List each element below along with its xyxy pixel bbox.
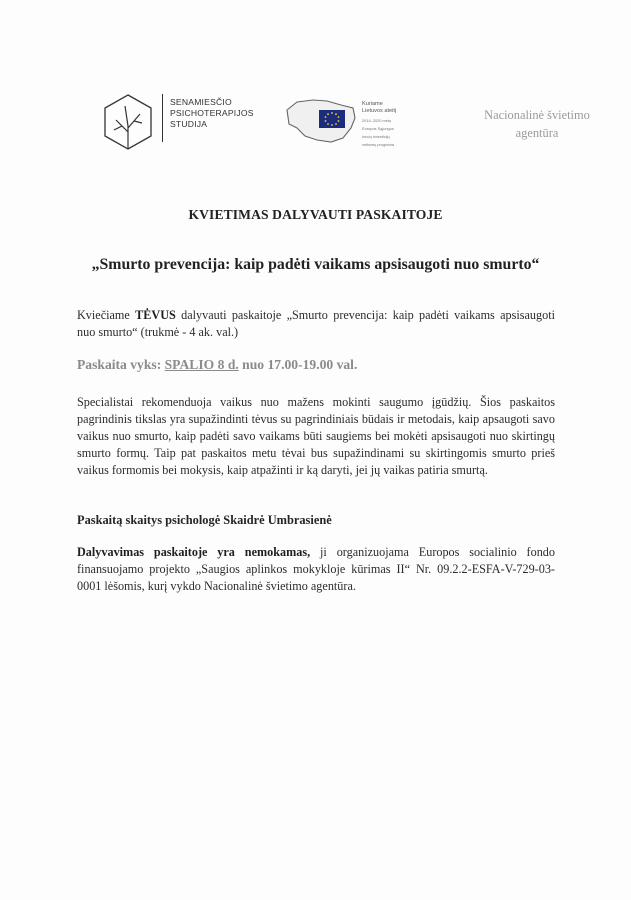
eu-logo-program: veiksmų programa xyxy=(362,141,395,147)
lecturer-line: Paskaitą skaitys psichologė Skaidrė Umbrasienė xyxy=(77,513,332,527)
schedule-label: Paskaita vyks: xyxy=(77,357,165,372)
eu-logo-program: fondų investicijų xyxy=(362,133,390,139)
tree-hexagon-icon xyxy=(98,92,158,152)
eu-logo-slogan: Kuriame xyxy=(362,101,383,107)
funding-free-note: Dalyvavimas paskaitoje yra nemokamas, xyxy=(77,545,311,559)
schedule-time: nuo 17.00-19.00 val. xyxy=(238,357,358,372)
studio-logo-text xyxy=(170,97,254,129)
agency-logo-line: agentūra xyxy=(515,126,559,140)
studio-logo-line: SENAMIESČIO xyxy=(170,97,232,107)
invitation-paragraph xyxy=(77,307,555,341)
eu-logo-program: 2014–2020 metų xyxy=(362,117,392,123)
agency-logo-line: Nacionalinė švietimo xyxy=(484,108,590,122)
funding-text: ji organizuojama Europos socialinio fondo finansuojamo projekto „Saugios aplinkos mokykloje kūrimas II“ Nr. 09.2.2-ESFA-V-729-03-0001 lėšomis, kurį vykdo Nacionalinė švietimo agentūra. xyxy=(77,545,555,593)
description-paragraph: Specialistai rekomenduoja vaikus nuo mažens mokinti saugumo įgūdžių. Šios paskaitos pagrindinis tikslas yra supažindinti tėvus su pagrindiniais būdais ir metodais, kaip apsaugoti savo vaikus nuo smurto, kaip padėti savo vaikams būti saugiems bei mokėti apsisaugoti nuo skirtingų smurto formų. Taip pat paskaitos metu tėvai bus supažindinami su skirtingomis smurto prieš vaikus formomis bei mokysis, kaip atpažinti ir ką daryti, jei jų vaikas patiria smurtą. xyxy=(77,395,555,477)
funding-paragraph xyxy=(77,544,555,595)
invitation-text: dalyvauti paskaitoje „Smurto prevencija: kaip padėti vaikams apsisaugoti nuo smurto“ (trukmė - 4 ak. val.) xyxy=(77,308,555,339)
logo-divider xyxy=(162,94,163,142)
document-subtitle: „Smurto prevencija: kaip padėti vaikams apsisaugoti nuo smurto“ xyxy=(91,256,540,273)
schedule-line xyxy=(77,357,357,373)
eu-logo-slogan: Lietuvos ateitį xyxy=(362,107,397,114)
agency-logo xyxy=(472,106,602,142)
studio-logo-line: STUDIJA xyxy=(170,118,208,129)
eu-logo-program: Europos Sąjungos xyxy=(362,125,394,131)
schedule-date: SPALIO 8 d. xyxy=(164,357,239,372)
eu-funds-logo-text xyxy=(362,101,422,147)
document-title: KVIETIMAS DALYVAUTI PASKAITOJE xyxy=(188,207,443,222)
studio-logo-line: PSICHOTERAPIJOS xyxy=(170,107,254,118)
invitation-prefix: Kviečiame xyxy=(77,308,136,322)
lithuania-map-eu-flag-icon xyxy=(283,96,363,146)
invitation-audience: TĖVUS xyxy=(135,308,176,322)
